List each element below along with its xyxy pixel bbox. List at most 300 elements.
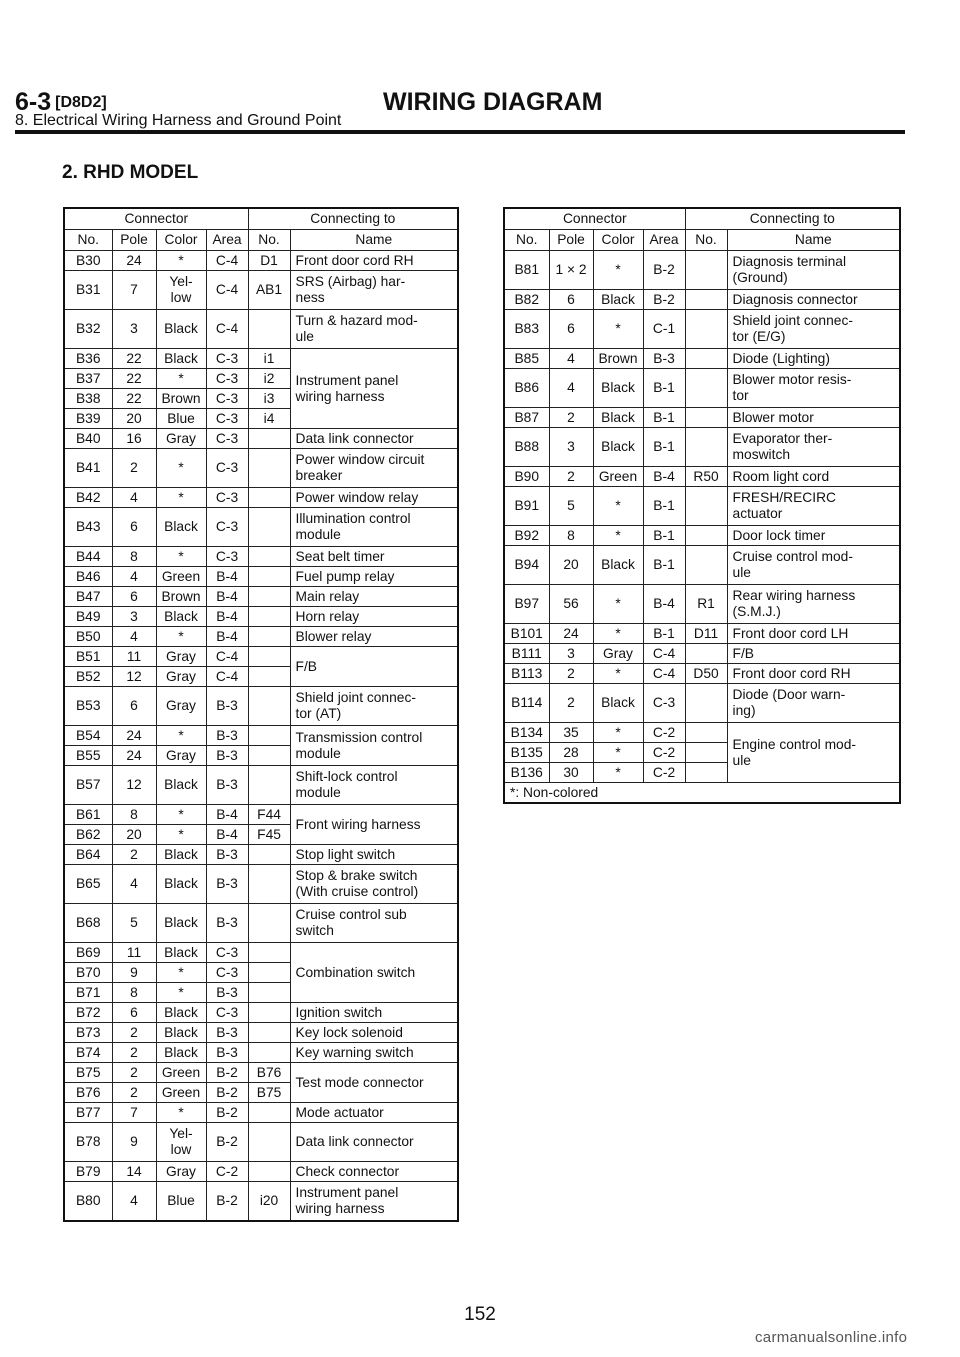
connecting-name: Diagnosis connector <box>727 290 900 310</box>
connector-area: B-4 <box>206 567 248 587</box>
connecting-no <box>248 429 290 449</box>
connector-pole: 24 <box>112 726 156 746</box>
connector-color: Black <box>593 408 643 428</box>
connector-pole: 3 <box>549 644 593 664</box>
connecting-no <box>685 369 727 408</box>
table-row <box>64 429 458 449</box>
connector-area: B-3 <box>206 865 248 904</box>
connector-area: C-4 <box>206 271 248 310</box>
connecting-no <box>248 766 290 805</box>
connector-pole: 4 <box>549 369 593 408</box>
connector-pole: 12 <box>112 667 156 687</box>
connector-pole: 24 <box>549 624 593 644</box>
connecting-name: Instrument panel wiring harness <box>290 1182 458 1222</box>
connector-area: C-3 <box>206 488 248 508</box>
connector-no: B82 <box>504 290 549 310</box>
table-row <box>504 585 900 624</box>
connector-no: B42 <box>64 488 112 508</box>
connecting-no <box>248 904 290 943</box>
connector-area: B-1 <box>643 487 685 526</box>
connector-color: * <box>156 449 206 488</box>
connecting-no <box>248 687 290 726</box>
connecting-name: Front wiring harness <box>290 805 458 845</box>
header-connector: Connector <box>504 208 685 230</box>
connecting-no <box>685 684 727 723</box>
connecting-no <box>248 567 290 587</box>
connector-area: C-4 <box>206 251 248 271</box>
table-row <box>504 251 900 290</box>
table-row <box>64 310 458 349</box>
connector-table-right <box>503 207 901 804</box>
table-row <box>64 488 458 508</box>
connector-area: B-4 <box>643 585 685 624</box>
connector-area: B-2 <box>206 1083 248 1103</box>
connector-area: C-3 <box>206 409 248 429</box>
table-row <box>504 624 900 644</box>
table-row <box>64 726 458 746</box>
connector-area: B-4 <box>206 587 248 607</box>
connecting-no <box>248 310 290 349</box>
connecting-name: Diagnosis terminal (Ground) <box>727 251 900 290</box>
connecting-no <box>248 1103 290 1123</box>
connecting-no: D11 <box>685 624 727 644</box>
table-row <box>64 1123 458 1162</box>
connector-area: B-3 <box>206 687 248 726</box>
connecting-no <box>685 546 727 585</box>
connecting-name: Main relay <box>290 587 458 607</box>
connecting-name: Cruise control sub switch <box>290 904 458 943</box>
connector-color: * <box>156 547 206 567</box>
connecting-no: R50 <box>685 467 727 487</box>
connector-color: Gray <box>156 746 206 766</box>
connector-no: B32 <box>64 310 112 349</box>
connector-area: C-2 <box>206 1162 248 1182</box>
connector-color: * <box>156 805 206 825</box>
table-row <box>504 684 900 723</box>
connector-no: B135 <box>504 743 549 763</box>
connector-no: B80 <box>64 1182 112 1222</box>
connector-no: B74 <box>64 1043 112 1063</box>
connecting-name: Cruise control mod- ule <box>727 546 900 585</box>
connector-no: B51 <box>64 647 112 667</box>
connector-color: Gray <box>593 644 643 664</box>
page-subtitle: 8. Electrical Wiring Harness and Ground Point <box>15 112 342 129</box>
connector-area: B-4 <box>206 607 248 627</box>
connecting-name: Shift-lock control module <box>290 766 458 805</box>
table-row <box>64 1023 458 1043</box>
connector-no: B49 <box>64 607 112 627</box>
table-row <box>64 1063 458 1083</box>
connector-no: B53 <box>64 687 112 726</box>
connecting-name: Check connector <box>290 1162 458 1182</box>
connector-pole: 24 <box>112 251 156 271</box>
connector-pole: 2 <box>112 1043 156 1063</box>
connector-pole: 9 <box>112 963 156 983</box>
connector-pole: 5 <box>549 487 593 526</box>
connector-pole: 4 <box>112 488 156 508</box>
connector-no: B40 <box>64 429 112 449</box>
connector-color: Black <box>156 310 206 349</box>
connecting-name: Blower relay <box>290 627 458 647</box>
connector-no: B68 <box>64 904 112 943</box>
connecting-no <box>248 865 290 904</box>
connector-area: B-3 <box>206 746 248 766</box>
connecting-name: Room light cord <box>727 467 900 487</box>
connector-no: B111 <box>504 644 549 664</box>
table-row <box>504 546 900 585</box>
connector-pole: 8 <box>112 547 156 567</box>
connector-area: C-3 <box>206 369 248 389</box>
connecting-no: F44 <box>248 805 290 825</box>
connector-pole: 20 <box>112 409 156 429</box>
connector-area: B-4 <box>206 805 248 825</box>
table-row <box>64 845 458 865</box>
connector-no: B86 <box>504 369 549 408</box>
connector-no: B52 <box>64 667 112 687</box>
connector-no: B114 <box>504 684 549 723</box>
header-connecting-to: Connecting to <box>248 208 458 230</box>
connector-area: B-2 <box>206 1103 248 1123</box>
connector-area: B-3 <box>206 845 248 865</box>
connecting-name: Key lock solenoid <box>290 1023 458 1043</box>
connector-area: B-4 <box>206 627 248 647</box>
connecting-name: Data link connector <box>290 429 458 449</box>
table-row <box>64 647 458 667</box>
connecting-no <box>685 428 727 467</box>
connector-color: Green <box>156 1083 206 1103</box>
connector-pole: 1 × 2 <box>549 251 593 290</box>
connector-color: Gray <box>156 429 206 449</box>
connecting-no: i3 <box>248 389 290 409</box>
connecting-no: B76 <box>248 1063 290 1083</box>
connecting-name: Turn & hazard mod- ule <box>290 310 458 349</box>
watermark: carmanualsonline.info <box>755 1329 908 1346</box>
connecting-name: Ignition switch <box>290 1003 458 1023</box>
connector-no: B73 <box>64 1023 112 1043</box>
header-color: Color <box>156 230 206 251</box>
connector-color: * <box>593 310 643 349</box>
connector-area: C-1 <box>643 310 685 349</box>
connector-pole: 11 <box>112 943 156 963</box>
connecting-no <box>248 449 290 488</box>
connecting-name: SRS (Airbag) har- ness <box>290 271 458 310</box>
connector-area: C-3 <box>206 508 248 547</box>
connector-no: B70 <box>64 963 112 983</box>
connector-pole: 3 <box>112 310 156 349</box>
table-row <box>64 349 458 369</box>
table-row <box>64 904 458 943</box>
connector-area: C-2 <box>643 743 685 763</box>
connecting-no <box>685 526 727 546</box>
connector-pole: 28 <box>549 743 593 763</box>
connector-area: B-1 <box>643 526 685 546</box>
connector-color: * <box>593 743 643 763</box>
connecting-no: F45 <box>248 825 290 845</box>
connector-color: * <box>593 624 643 644</box>
connecting-no: AB1 <box>248 271 290 310</box>
connector-pole: 24 <box>112 746 156 766</box>
connector-color: Black <box>156 943 206 963</box>
header-no: No. <box>64 230 112 251</box>
connecting-name: Fuel pump relay <box>290 567 458 587</box>
table-row <box>504 723 900 743</box>
connector-no: B76 <box>64 1083 112 1103</box>
connecting-name: Front door cord RH <box>290 251 458 271</box>
connector-color: Green <box>156 567 206 587</box>
connector-no: B77 <box>64 1103 112 1123</box>
table-row <box>504 644 900 664</box>
connecting-name: Diode (Lighting) <box>727 349 900 369</box>
connector-pole: 4 <box>549 349 593 369</box>
header-connector: Connector <box>64 208 248 230</box>
connector-color: * <box>156 963 206 983</box>
connector-pole: 6 <box>549 310 593 349</box>
connecting-name: Door lock timer <box>727 526 900 546</box>
connector-area: B-3 <box>206 726 248 746</box>
connector-pole: 35 <box>549 723 593 743</box>
connector-pole: 30 <box>549 763 593 783</box>
connector-pole: 3 <box>112 607 156 627</box>
connector-area: B-3 <box>206 904 248 943</box>
connector-no: B41 <box>64 449 112 488</box>
connecting-name: Illumination control module <box>290 508 458 547</box>
connector-no: B90 <box>504 467 549 487</box>
connector-pole: 4 <box>112 627 156 647</box>
connector-no: B72 <box>64 1003 112 1023</box>
connecting-no <box>248 746 290 766</box>
connector-pole: 2 <box>549 684 593 723</box>
connecting-name: Instrument panel wiring harness <box>290 349 458 429</box>
connector-no: B54 <box>64 726 112 746</box>
table-row <box>64 865 458 904</box>
connector-color: Yel- low <box>156 271 206 310</box>
connector-pole: 20 <box>112 825 156 845</box>
connector-color: Brown <box>156 587 206 607</box>
connector-no: B88 <box>504 428 549 467</box>
connector-pole: 4 <box>112 1182 156 1222</box>
connector-no: B136 <box>504 763 549 783</box>
connector-color: * <box>593 723 643 743</box>
connecting-no <box>248 547 290 567</box>
connector-pole: 3 <box>549 428 593 467</box>
connector-color: Green <box>156 1063 206 1083</box>
connecting-no <box>248 983 290 1003</box>
connector-pole: 22 <box>112 369 156 389</box>
section-title: 2. RHD MODEL <box>62 162 199 183</box>
connecting-name: Power window relay <box>290 488 458 508</box>
header-color: Color <box>593 230 643 251</box>
connector-color: * <box>156 825 206 845</box>
connecting-name: Shield joint connec- tor (E/G) <box>727 310 900 349</box>
connector-no: B39 <box>64 409 112 429</box>
section-code: 6-3 [D8D2] <box>15 88 107 116</box>
connector-no: B79 <box>64 1162 112 1182</box>
connecting-name: Mode actuator <box>290 1103 458 1123</box>
connector-area: C-2 <box>643 763 685 783</box>
connector-no: B71 <box>64 983 112 1003</box>
connector-no: B37 <box>64 369 112 389</box>
table-row <box>64 805 458 825</box>
table-row <box>64 449 458 488</box>
connector-area: B-3 <box>206 983 248 1003</box>
connector-area: C-3 <box>206 449 248 488</box>
connecting-no: D1 <box>248 251 290 271</box>
connecting-name: Combination switch <box>290 943 458 1003</box>
connecting-name: Front door cord LH <box>727 624 900 644</box>
header-area: Area <box>206 230 248 251</box>
header-to-no: No. <box>248 230 290 251</box>
connector-no: B65 <box>64 865 112 904</box>
connecting-name: Front door cord RH <box>727 664 900 684</box>
connector-no: B75 <box>64 1063 112 1083</box>
connector-pole: 22 <box>112 389 156 409</box>
connector-no: B83 <box>504 310 549 349</box>
connector-color: Black <box>156 1043 206 1063</box>
connector-color: Black <box>156 349 206 369</box>
connector-pole: 2 <box>112 449 156 488</box>
connecting-no <box>685 487 727 526</box>
connecting-no: D50 <box>685 664 727 684</box>
connecting-name: Stop light switch <box>290 845 458 865</box>
table-row <box>64 508 458 547</box>
connector-color: Black <box>593 684 643 723</box>
connector-color: * <box>156 983 206 1003</box>
header-pole: Pole <box>549 230 593 251</box>
connector-no: B85 <box>504 349 549 369</box>
connector-area: B-2 <box>643 290 685 310</box>
connector-pole: 20 <box>549 546 593 585</box>
connecting-no <box>248 1003 290 1023</box>
connector-area: B-1 <box>643 369 685 408</box>
connector-color: Gray <box>156 667 206 687</box>
table-row <box>64 567 458 587</box>
connecting-name: Blower motor resis- tor <box>727 369 900 408</box>
connecting-no <box>685 644 727 664</box>
connector-no: B94 <box>504 546 549 585</box>
connecting-name: Test mode connector <box>290 1063 458 1103</box>
connecting-name: F/B <box>290 647 458 687</box>
connector-color: Black <box>593 369 643 408</box>
connecting-no <box>685 349 727 369</box>
table-footnote: *: Non-colored <box>504 783 900 804</box>
connector-no: B55 <box>64 746 112 766</box>
connecting-no <box>685 290 727 310</box>
connector-pole: 2 <box>549 408 593 428</box>
connector-pole: 8 <box>112 805 156 825</box>
connector-color: Black <box>593 428 643 467</box>
table-row <box>64 1162 458 1182</box>
connecting-name: Horn relay <box>290 607 458 627</box>
connector-no: B47 <box>64 587 112 607</box>
connector-no: B57 <box>64 766 112 805</box>
connector-no: B61 <box>64 805 112 825</box>
connecting-no <box>248 726 290 746</box>
table-row <box>64 687 458 726</box>
page-title: WIRING DIAGRAM <box>383 88 603 116</box>
connector-area: C-4 <box>206 647 248 667</box>
connector-color: Gray <box>156 647 206 667</box>
connector-area: C-4 <box>206 310 248 349</box>
connector-no: B97 <box>504 585 549 624</box>
connector-pole: 8 <box>112 983 156 1003</box>
connector-color: * <box>156 726 206 746</box>
header-area: Area <box>643 230 685 251</box>
connector-pole: 12 <box>112 766 156 805</box>
table-row <box>64 1182 458 1222</box>
connector-color: Brown <box>593 349 643 369</box>
header-to-no: No. <box>685 230 727 251</box>
connector-no: B69 <box>64 943 112 963</box>
connector-pole: 2 <box>112 1083 156 1103</box>
connector-no: B78 <box>64 1123 112 1162</box>
section-subcode: [D8D2] <box>55 94 107 111</box>
table-row <box>504 428 900 467</box>
connector-area: C-3 <box>206 349 248 369</box>
connector-color: * <box>156 1103 206 1123</box>
connector-color: * <box>156 251 206 271</box>
connector-color: Black <box>156 904 206 943</box>
connecting-no <box>248 1162 290 1182</box>
connecting-no: B75 <box>248 1083 290 1103</box>
connector-color: Yel- low <box>156 1123 206 1162</box>
connecting-no <box>685 743 727 763</box>
connector-pole: 5 <box>112 904 156 943</box>
table-row <box>504 467 900 487</box>
connector-color: Black <box>156 508 206 547</box>
connector-area: B-3 <box>206 1043 248 1063</box>
connector-pole: 6 <box>112 587 156 607</box>
connecting-no <box>248 587 290 607</box>
table-row <box>504 369 900 408</box>
connector-area: B-2 <box>206 1063 248 1083</box>
connector-pole: 7 <box>112 1103 156 1123</box>
connector-color: Black <box>156 607 206 627</box>
connector-pole: 56 <box>549 585 593 624</box>
connecting-no <box>685 763 727 783</box>
connector-color: * <box>593 526 643 546</box>
table-row <box>504 349 900 369</box>
connector-pole: 4 <box>112 865 156 904</box>
connector-color: * <box>593 585 643 624</box>
connector-area: C-3 <box>206 963 248 983</box>
connecting-no: R1 <box>685 585 727 624</box>
connector-area: B-2 <box>206 1123 248 1162</box>
connector-pole: 2 <box>549 664 593 684</box>
connector-pole: 6 <box>112 687 156 726</box>
connector-area: C-3 <box>206 389 248 409</box>
connecting-name: Evaporator ther- moswitch <box>727 428 900 467</box>
table-row <box>64 1043 458 1063</box>
table-row <box>64 547 458 567</box>
connector-no: B101 <box>504 624 549 644</box>
table-row <box>64 627 458 647</box>
connector-table-left <box>63 207 459 1222</box>
connecting-name: Stop & brake switch (With cruise control) <box>290 865 458 904</box>
connector-area: B-2 <box>643 251 685 290</box>
connecting-no <box>248 963 290 983</box>
connector-area: B-3 <box>206 766 248 805</box>
connector-no: B43 <box>64 508 112 547</box>
connector-area: C-3 <box>643 684 685 723</box>
table-row <box>64 251 458 271</box>
table-row <box>64 943 458 963</box>
connector-color: * <box>156 488 206 508</box>
connector-color: Gray <box>156 1162 206 1182</box>
connector-color: * <box>156 627 206 647</box>
connecting-no: i2 <box>248 369 290 389</box>
connector-pole: 2 <box>112 1063 156 1083</box>
connector-color: * <box>593 251 643 290</box>
